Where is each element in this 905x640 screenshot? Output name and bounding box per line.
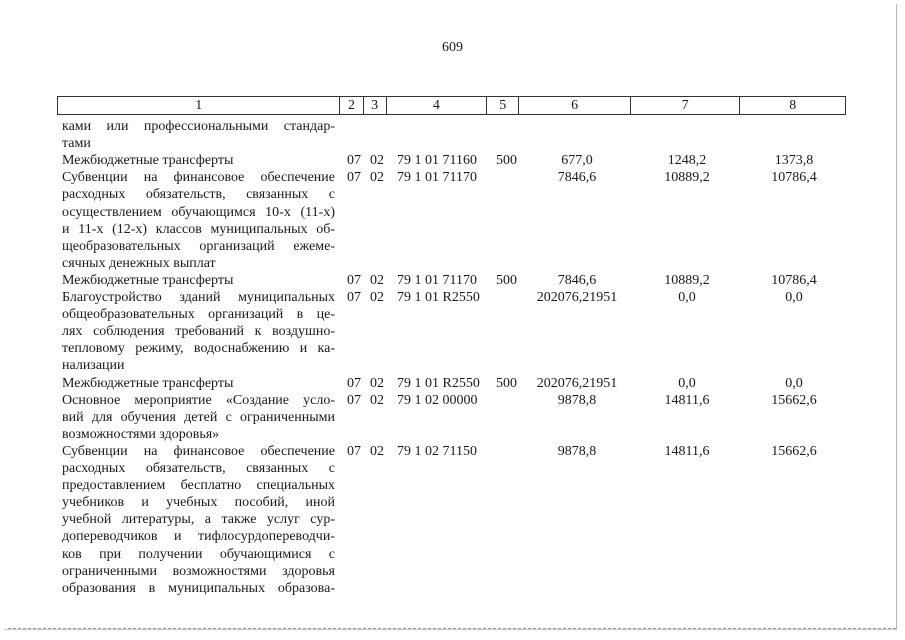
row-description: Субвенции на финансовое обеспечение	[62, 443, 335, 459]
row-cell-c3: 02	[370, 375, 384, 391]
table-row	[0, 460, 905, 477]
row-description: образования в муниципальных образова-	[62, 580, 335, 596]
row-cell-c3: 02	[370, 290, 384, 305]
row-cell-c6: 7846,6	[557, 170, 597, 186]
row-cell-c4: 79 1 01 71160	[397, 153, 477, 169]
row-description: ограниченными возможностями здоровья	[62, 563, 335, 579]
row-description: лях соблюдения требований к воздушно-	[62, 324, 335, 340]
row-cell-c4: 79 1 02 71150	[397, 443, 477, 459]
row-cell-c8: 0,0	[785, 375, 803, 391]
row-description: расходных обязательств, связанных с	[62, 461, 335, 476]
row-cell-c2: 07	[347, 392, 361, 408]
row-description: сячных денежных выплат	[62, 255, 216, 271]
row-description: Субвенции на финансовое обеспечение	[62, 170, 335, 186]
column-header-row	[57, 96, 846, 115]
table-row	[0, 392, 905, 409]
header-col-8: 8	[740, 97, 846, 115]
table-row	[0, 511, 905, 528]
row-description: допереводчиков и тифлосурдопереводчи-	[62, 529, 335, 545]
row-cell-c2: 07	[347, 290, 361, 305]
table-row	[0, 238, 905, 255]
row-cell-c4: 79 1 01 R2550	[397, 290, 480, 305]
table-row	[0, 563, 905, 580]
row-cell-c5: 500	[496, 153, 517, 169]
header-col-2: 2	[340, 97, 363, 115]
row-cell-c6: 677,0	[561, 153, 593, 169]
row-cell-c8: 10786,4	[771, 272, 817, 288]
row-cell-c7: 14811,6	[664, 443, 710, 459]
row-cell-c4: 79 1 01 71170	[397, 170, 477, 186]
row-cell-c7: 0,0	[678, 290, 696, 305]
header-col-5: 5	[487, 97, 519, 115]
header-col-4: 4	[386, 97, 487, 115]
row-description: тепловому режиму, водоснабжению и ка-	[62, 341, 335, 357]
table-row	[0, 409, 905, 426]
row-description: и 11-х (12-х) классов муниципальных об-	[62, 221, 335, 237]
row-cell-c7: 10889,2	[664, 170, 710, 186]
table-row	[0, 306, 905, 323]
row-description: нализации	[62, 358, 125, 374]
row-description: учебной литературы, а также услуг сур-	[62, 512, 335, 528]
row-cell-c8: 0,0	[785, 290, 803, 305]
header-col-6: 6	[519, 97, 631, 115]
row-cell-c7: 10889,2	[664, 272, 710, 288]
row-cell-c2: 07	[347, 272, 361, 288]
table-row	[0, 375, 905, 392]
header-col-1: 1	[58, 97, 340, 115]
row-cell-c8: 15662,6	[771, 392, 817, 408]
row-description: Основное мероприятие «Создание усло-	[62, 392, 335, 408]
row-description: расходных обязательств, связанных с	[62, 187, 335, 203]
row-cell-c3: 02	[370, 170, 384, 186]
row-description: Благоустройство зданий муниципальных	[62, 290, 335, 305]
table-row	[0, 426, 905, 443]
row-cell-c6: 202076,21951	[536, 375, 618, 391]
row-description: возможностями здоровья»	[62, 426, 220, 442]
row-cell-c2: 07	[347, 153, 361, 169]
row-cell-c6: 7846,6	[557, 272, 597, 288]
row-description: Межбюджетные трансферты	[62, 153, 234, 169]
row-description: Межбюджетные трансферты	[62, 272, 234, 288]
row-cell-c3: 02	[370, 443, 384, 459]
row-cell-c3: 02	[370, 153, 384, 169]
page-number: 609	[442, 40, 463, 55]
table-row	[0, 204, 905, 221]
table-row	[0, 135, 905, 152]
row-description: ками или профессиональными стандар-	[62, 119, 335, 134]
table-row	[0, 323, 905, 340]
row-cell-c2: 07	[347, 443, 361, 459]
table-row	[0, 443, 905, 460]
row-cell-c7: 1248,2	[667, 153, 707, 169]
row-cell-c3: 02	[370, 392, 384, 408]
row-cell-c5: 500	[496, 375, 517, 391]
header-col-3: 3	[363, 97, 386, 115]
row-description: щеобразовательных организаций ежеме-	[62, 238, 335, 254]
row-description: осуществлением обучающимся 10-х (11-х)	[62, 204, 335, 220]
table-row	[0, 477, 905, 494]
row-cell-c2: 07	[347, 375, 361, 391]
table-row	[0, 546, 905, 563]
row-description: учебников и учебных пособий, иной	[62, 495, 335, 511]
row-description: тами	[62, 136, 91, 152]
table-row	[0, 186, 905, 203]
row-cell-c6: 202076,21951	[536, 290, 618, 305]
table-row	[0, 118, 905, 135]
table-row	[0, 272, 905, 289]
row-description: Межбюджетные трансферты	[62, 375, 234, 391]
table-row	[0, 152, 905, 169]
header-col-7: 7	[630, 97, 740, 115]
row-cell-c5: 500	[496, 272, 517, 288]
row-cell-c6: 9878,8	[557, 392, 597, 408]
scan-edge-line	[8, 628, 896, 629]
row-cell-c4: 79 1 02 00000	[397, 392, 478, 408]
row-description: предоставлением бесплатно специальных	[62, 478, 335, 494]
table-row	[0, 494, 905, 511]
table-row	[0, 580, 905, 597]
row-cell-c3: 02	[370, 272, 384, 288]
table-row	[0, 169, 905, 186]
table-row	[0, 289, 905, 306]
table-row	[0, 340, 905, 357]
row-cell-c4: 79 1 01 71170	[397, 272, 477, 288]
row-cell-c4: 79 1 01 R2550	[397, 375, 480, 391]
table-row	[0, 528, 905, 545]
row-cell-c8: 1373,8	[774, 153, 814, 169]
table-row	[0, 357, 905, 374]
table-row	[0, 221, 905, 238]
table-row	[0, 255, 905, 272]
row-cell-c6: 9878,8	[557, 443, 597, 459]
row-cell-c8: 10786,4	[771, 170, 817, 186]
row-cell-c7: 0,0	[678, 375, 696, 391]
row-cell-c7: 14811,6	[664, 392, 710, 408]
row-description: общеобразовательных организаций в це-	[62, 307, 335, 323]
row-cell-c2: 07	[347, 170, 361, 186]
row-description: вий для обучения детей с ограниченными	[62, 409, 335, 425]
row-description: ков при получении обучающимися с	[62, 546, 335, 562]
row-cell-c8: 15662,6	[771, 443, 817, 459]
